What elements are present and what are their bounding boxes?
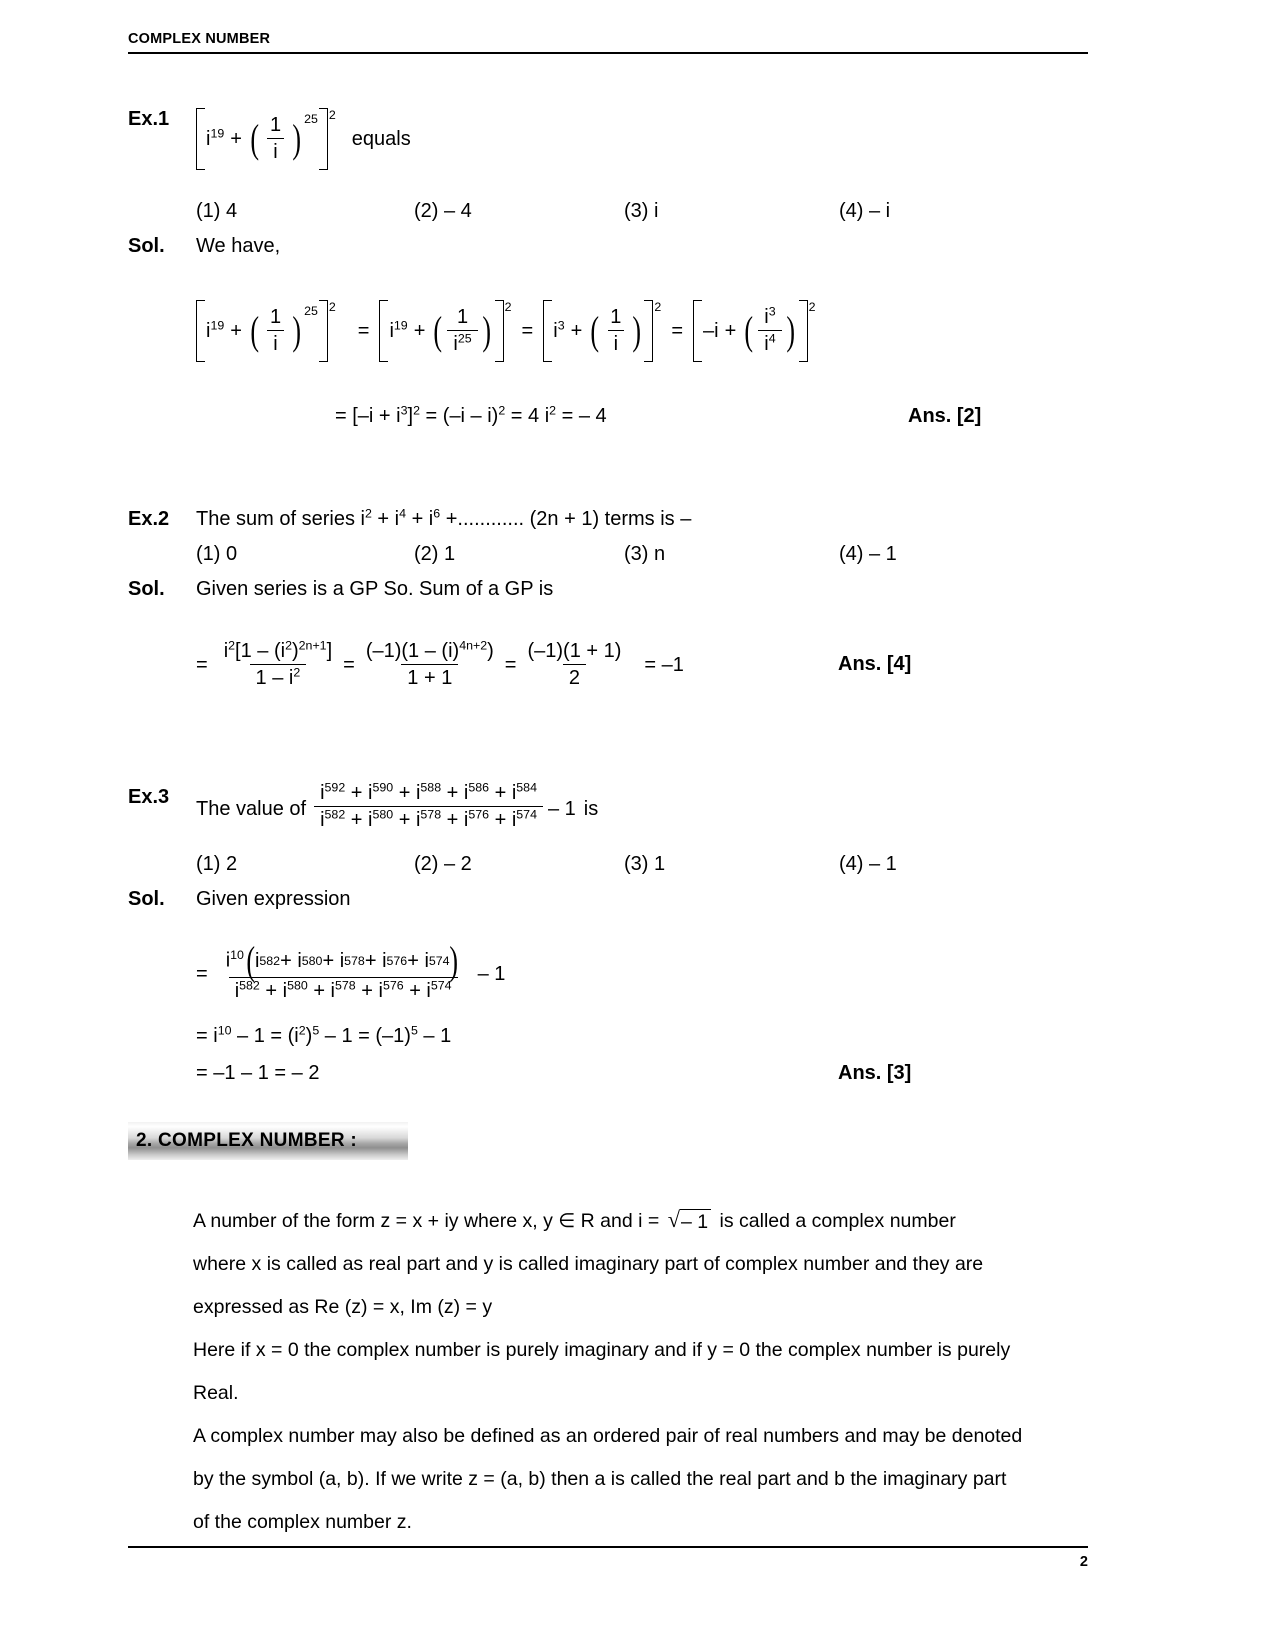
example-3-line2 bbox=[196, 1025, 451, 1048]
option-2[interactable]: (2) 1 bbox=[414, 543, 456, 565]
math-plus: + bbox=[724, 319, 737, 342]
paragraph-3: expressed as Re (z) = x, Im (z) = y bbox=[193, 1296, 493, 1318]
option-4[interactable]: (4) – 1 bbox=[839, 853, 897, 875]
math-plus: + bbox=[230, 127, 242, 150]
example-1-sol-label: Sol. bbox=[128, 235, 165, 257]
example-3-question-suffix: is bbox=[583, 797, 599, 820]
option-2[interactable]: (2) – 2 bbox=[414, 853, 472, 875]
example-2-question-text: The sum of series $i^2 + i^4 + i^6$ +............ (2n + 1) terms is – bbox=[196, 506, 692, 530]
math-exp-19: 19 bbox=[210, 125, 225, 140]
math-exp-25: 25 bbox=[304, 304, 318, 318]
math-numerator-1: ( 1 bbox=[456, 306, 469, 328]
example-3-answer: Ans. [3] bbox=[838, 1062, 912, 1084]
math-numerator-1: ( 1 bbox=[610, 306, 622, 328]
math-exp-3: 3 bbox=[557, 317, 565, 332]
paragraph-2: where x is called as real part and y is called imaginary part of complex number and they are bbox=[193, 1253, 984, 1275]
example-2-question bbox=[128, 508, 1028, 531]
math-denominator: 2 bbox=[563, 664, 586, 690]
paragraph-1 bbox=[193, 1200, 1093, 1243]
math-plus: + bbox=[570, 319, 583, 342]
math-equals: = bbox=[504, 653, 517, 676]
math-i: i bbox=[206, 319, 211, 342]
math-exp-2: 2 bbox=[808, 300, 816, 314]
option-4[interactable]: (4) – i bbox=[839, 200, 891, 222]
math-equals: = bbox=[196, 653, 208, 676]
option-1[interactable]: (1) 0 bbox=[196, 543, 238, 565]
sqrt-expression bbox=[668, 1209, 711, 1233]
example-3-sol-label: Sol. bbox=[128, 888, 165, 910]
math-numerator: (–1)(1 + 1) bbox=[527, 640, 622, 662]
example-1-sol-text: We have, bbox=[196, 235, 281, 257]
math-numerator-1: ( 1 bbox=[269, 306, 282, 328]
paragraph-1-part-b: R and i = bbox=[580, 1210, 660, 1232]
header-title: COMPLEX NUMBER bbox=[128, 31, 271, 47]
paragraph-1-part-a: A number of the form z = x + iy where x, y bbox=[193, 1210, 553, 1232]
math-equals: = bbox=[196, 963, 208, 985]
math-denominator: $i^{582} + i^{580} + i^{578} + i^{576} + i^{574}$ bbox=[314, 806, 543, 832]
math-exp-19: 19 bbox=[393, 317, 408, 332]
example-1-final-text: = $[-i + i^3]^2 = (-i - i)^2 = 4$ $i^2$ = – 4 bbox=[335, 403, 607, 427]
option-1[interactable]: (1) 2 bbox=[196, 853, 238, 875]
math-denominator-i: i bbox=[608, 330, 624, 356]
example-1-answer: Ans. [2] bbox=[908, 405, 982, 427]
math-equals: = bbox=[357, 319, 370, 342]
math-numerator-i3: ( $i^3$ bbox=[764, 304, 776, 328]
option-3[interactable]: (3) 1 bbox=[624, 853, 666, 875]
paragraph-1-part-c: is called a complex number bbox=[719, 1210, 956, 1232]
example-3-question bbox=[128, 782, 1028, 832]
example-3-derivation bbox=[196, 946, 505, 1003]
example-1-label: Ex.1 bbox=[128, 108, 170, 130]
example-2-label: Ex.2 bbox=[128, 508, 170, 530]
section-banner bbox=[128, 1122, 408, 1160]
paragraph-8: of the complex number z. bbox=[193, 1511, 412, 1533]
math-i: i bbox=[206, 127, 211, 150]
example-3-question-prefix: The value of bbox=[196, 797, 307, 820]
paragraph-6: A complex number may also be defined as an ordered pair of real numbers and may be denoted bbox=[193, 1425, 1023, 1447]
example-1-expression bbox=[196, 108, 411, 170]
example-1-options bbox=[196, 200, 890, 223]
example-3-line3: = –1 – 1 = – 2 bbox=[196, 1062, 320, 1084]
math-numerator: $i^2[1 - (i^2)^{2n+1}]$ bbox=[223, 638, 333, 662]
math-plus: + bbox=[413, 319, 426, 342]
math-numerator: $i^{10}$ ( i 582 + i 580 + i 578 + i 576 + i 574 ) bbox=[220, 946, 467, 977]
math-minus-i: –i bbox=[703, 319, 719, 342]
section-banner-title: 2. COMPLEX NUMBER : bbox=[136, 1130, 358, 1151]
option-3[interactable]: (3) i bbox=[624, 200, 659, 222]
example-2-options bbox=[196, 543, 897, 566]
math-exp-2: 2 bbox=[654, 300, 662, 314]
math-denominator: 1 + 1 bbox=[401, 664, 458, 690]
paragraph-4: Here if x = 0 the complex number is purely imaginary and if y = 0 the complex number is purely bbox=[193, 1339, 1011, 1361]
math-equals: = bbox=[671, 319, 683, 342]
math-denominator: $i^{582} + i^{580} + i^{578} + i^{576} + i^{574}$ bbox=[229, 977, 458, 1003]
math-i: i bbox=[389, 319, 394, 342]
header-rule bbox=[128, 52, 1088, 54]
math-denominator-i25: $i^{25}$ bbox=[447, 330, 477, 356]
math-exp-2: 2 bbox=[328, 108, 336, 122]
math-equals: = bbox=[521, 319, 534, 342]
example-2-answer: Ans. [4] bbox=[838, 653, 912, 675]
sqrt-radicand: – 1 bbox=[680, 1209, 711, 1233]
example-1-solution-intro bbox=[128, 235, 828, 258]
section-body bbox=[193, 1200, 1093, 1544]
option-1[interactable]: (1) 4 bbox=[196, 200, 238, 222]
math-minus-one: – 1 bbox=[547, 797, 576, 820]
math-exp-19: 19 bbox=[210, 317, 225, 332]
example-3-options bbox=[196, 853, 897, 876]
example-2-solution-intro bbox=[128, 578, 928, 601]
example-2-derivation bbox=[196, 640, 684, 690]
math-numerator: $i^{592} + i^{590} + i^{588} + i^{586} + i^{584}$ bbox=[320, 780, 537, 804]
example-3-solution-intro bbox=[128, 888, 928, 911]
example-2-sol-label: Sol. bbox=[128, 578, 165, 600]
math-denominator: $1 - i^2$ bbox=[250, 664, 307, 690]
example-1-equals-text: equals bbox=[351, 127, 411, 150]
math-equals: = bbox=[343, 653, 355, 676]
page-footer bbox=[128, 1546, 1088, 1570]
element-of-symbol: ∈ bbox=[558, 1210, 576, 1232]
example-3-label: Ex.3 bbox=[128, 786, 170, 808]
math-exp-25: 25 bbox=[304, 112, 318, 126]
example-3-line2-text: = $i^{10} - 1 = (i^2)^5 - 1 = (-1)^5 - 1$ bbox=[196, 1023, 452, 1047]
option-2[interactable]: (2) – 4 bbox=[414, 200, 472, 222]
math-exp-2: 2 bbox=[328, 300, 336, 314]
example-3-sol-text: Given expression bbox=[196, 888, 351, 910]
example-1-final-line bbox=[335, 405, 607, 428]
paragraph-5: Real. bbox=[193, 1382, 239, 1404]
math-denominator-i: i bbox=[267, 138, 283, 164]
example-2-sol-text: Given series is a GP So. Sum of a GP is bbox=[196, 578, 554, 600]
math-i: i bbox=[553, 319, 558, 342]
math-numerator: $(-1)(1 - (i)^{4n+2})$ bbox=[365, 638, 494, 662]
option-4[interactable]: (4) – 1 bbox=[839, 543, 897, 565]
math-numerator-1: ( 1 bbox=[269, 114, 282, 136]
math-minus-one: – 1 bbox=[477, 963, 506, 985]
example-1-question bbox=[128, 108, 411, 170]
math-denominator-i: i bbox=[267, 330, 283, 356]
math-denominator-i4: $i^4$ bbox=[758, 330, 781, 356]
example-1-derivation bbox=[196, 300, 816, 362]
paragraph-7: by the symbol (a, b). If we write z = (a, b) then a is called the real part and b the imaginary part bbox=[193, 1468, 1007, 1490]
radical-icon: √ bbox=[667, 1207, 680, 1232]
page-header bbox=[128, 32, 1088, 54]
math-result: = –1 bbox=[644, 653, 684, 676]
page-number: 2 bbox=[1079, 1554, 1088, 1570]
option-3[interactable]: (3) n bbox=[624, 543, 666, 565]
math-exp-2: 2 bbox=[504, 300, 512, 314]
math-plus: + bbox=[230, 319, 242, 342]
